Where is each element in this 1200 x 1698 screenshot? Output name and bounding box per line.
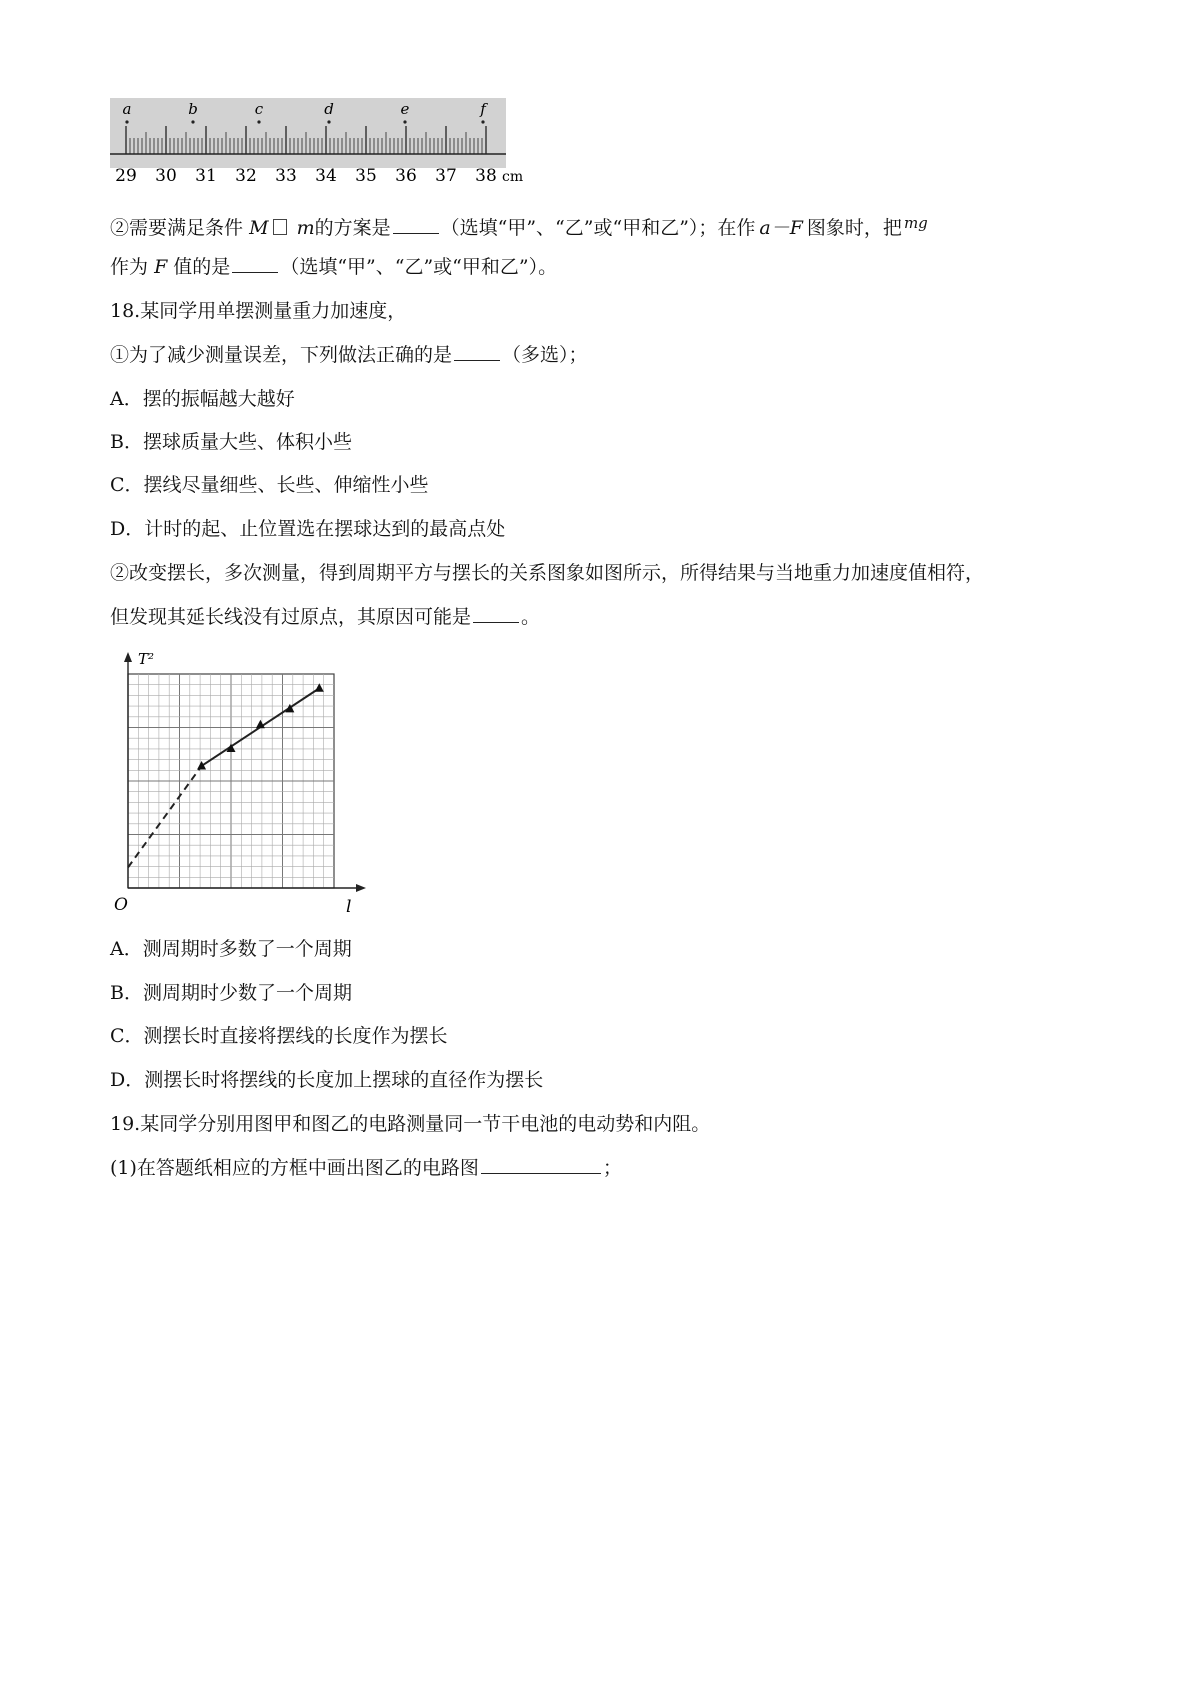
q17-text: 的方案是 bbox=[314, 217, 391, 239]
q19-stem: 19.某同学分别用图甲和图乙的电路测量同一节干电池的电动势和内阻。 bbox=[110, 1113, 711, 1135]
period-length-graph bbox=[108, 648, 378, 916]
q17-text: （选填“甲”、“乙”或“甲和乙”）。 bbox=[280, 256, 558, 278]
ruler-number: 36 bbox=[395, 166, 417, 186]
x-axis-label: l bbox=[346, 897, 352, 916]
q17-text: 图象时，把 bbox=[806, 217, 902, 239]
q18-option-b: B．摆球质量大些、体积小些 bbox=[110, 431, 352, 453]
q18-option2-a: A．测周期时多数了一个周期 bbox=[110, 938, 352, 960]
ruler-number: 32 bbox=[235, 166, 257, 186]
ruler-number: 29 bbox=[115, 166, 137, 186]
ruler-point-dot bbox=[327, 120, 330, 123]
ruler-point-dot bbox=[257, 120, 260, 123]
q17-text: （选填“甲”、“乙”或“甲和乙”）；在作 bbox=[440, 217, 756, 239]
var-mg: mg bbox=[903, 214, 928, 232]
answer-blank[interactable] bbox=[481, 1155, 601, 1174]
ruler-figure bbox=[110, 94, 530, 192]
ruler-point-label: a bbox=[122, 100, 132, 118]
q19-text: ； bbox=[602, 1157, 622, 1179]
ruler-point-dot bbox=[125, 120, 128, 123]
q18-text: 。 bbox=[521, 606, 541, 628]
ruler-point-label: f bbox=[480, 100, 486, 118]
ruler-point-label: e bbox=[400, 100, 410, 118]
q18-text: ①为了减少测量误差，下列做法正确的是 bbox=[110, 344, 453, 366]
q19-part1 bbox=[110, 1155, 622, 1181]
q17-part2-line1 bbox=[110, 210, 928, 241]
q18-option-c: C．摆线尽量细些、长些、伸缩性小些 bbox=[110, 474, 429, 496]
q18-part1 bbox=[110, 342, 588, 368]
q18-option2-c: C．测摆长时直接将摆线的长度作为摆长 bbox=[110, 1025, 448, 1047]
answer-blank[interactable] bbox=[393, 215, 439, 234]
ruler-number: 33 bbox=[275, 166, 297, 186]
var-F: F bbox=[154, 256, 168, 278]
graph-grid bbox=[128, 674, 334, 888]
ruler-point-label: d bbox=[324, 100, 334, 118]
ruler-point-dot bbox=[403, 120, 406, 123]
ruler-point-label: b bbox=[188, 100, 198, 118]
var-m: m bbox=[296, 217, 315, 239]
answer-blank[interactable] bbox=[473, 604, 519, 623]
x-axis-arrow bbox=[356, 884, 366, 892]
ruler-point-dot bbox=[481, 120, 484, 123]
ruler-point-dot bbox=[191, 120, 194, 123]
ruler-numbers bbox=[115, 166, 523, 186]
ruler-number: 30 bbox=[155, 166, 177, 186]
y-axis-label: T² bbox=[138, 650, 155, 668]
answer-blank[interactable] bbox=[454, 342, 500, 361]
ruler-number: 34 bbox=[315, 166, 337, 186]
q18-text: 但发现其延长线没有过原点，其原因可能是 bbox=[110, 606, 472, 628]
q18-part2-line1: ②改变摆长，多次测量，得到周期平方与摆长的关系图象如图所示，所得结果与当地重力加速度值相符， bbox=[110, 562, 985, 584]
ruler-number: 31 bbox=[195, 166, 217, 186]
y-axis-arrow bbox=[124, 652, 132, 662]
ruler-number: 37 bbox=[435, 166, 457, 186]
var-a-F: a－F bbox=[759, 217, 803, 239]
q17-text: 作为 bbox=[110, 256, 149, 278]
q17-text: 值的是 bbox=[173, 256, 231, 278]
q18-option-a: A．摆的振幅越大越好 bbox=[110, 388, 295, 410]
origin-label: O bbox=[114, 895, 128, 915]
q17-text: ②需要满足条件 bbox=[110, 217, 244, 239]
q18-option2-d: D．测摆长时将摆线的长度加上摆球的直径作为摆长 bbox=[110, 1069, 544, 1091]
q18-option2-b: B．测周期时少数了一个周期 bbox=[110, 982, 352, 1004]
missing-glyph-box bbox=[273, 219, 287, 235]
answer-blank[interactable] bbox=[232, 254, 278, 273]
q18-option-d: D．计时的起、止位置选在摆球达到的最高点处 bbox=[110, 518, 506, 540]
q18-part2-line2 bbox=[110, 604, 540, 630]
q18-stem: 18.某同学用单摆测量重力加速度， bbox=[110, 300, 407, 322]
var-M: M bbox=[249, 217, 269, 239]
q18-text: （多选）； bbox=[502, 344, 588, 366]
ruler-point-label: c bbox=[254, 100, 264, 118]
q19-text: (1)在答题纸相应的方框中画出图乙的电路图 bbox=[110, 1157, 479, 1179]
ruler-unit: cm bbox=[502, 169, 524, 185]
q17-part2-line2 bbox=[110, 254, 557, 280]
ruler-number: 35 bbox=[355, 166, 377, 186]
ruler-number: 38 bbox=[475, 166, 497, 186]
